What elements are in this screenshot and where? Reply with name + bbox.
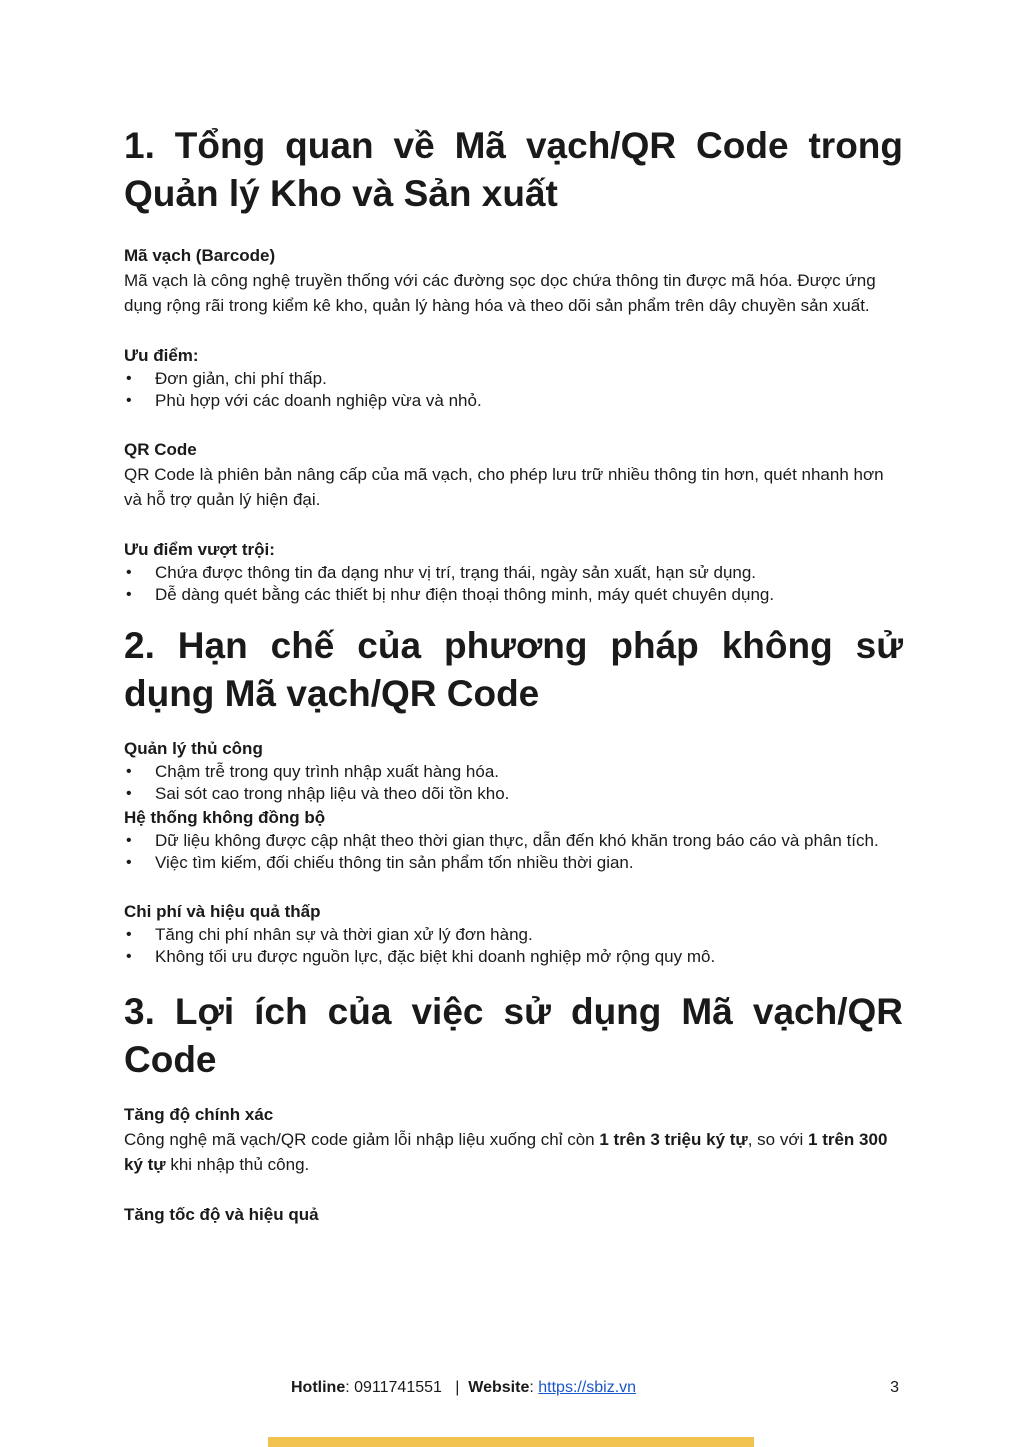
hotline-label: Hotline xyxy=(291,1379,346,1396)
cost-heading: Chi phí và hiệu quả thấp xyxy=(124,902,321,921)
list-item: • Dễ dàng quét bằng các thiết bị như điện thoại thông minh, máy quét chuyên dụng. xyxy=(124,584,903,606)
document-body xyxy=(124,118,903,1227)
accuracy-paragraph xyxy=(124,1127,903,1177)
footer-accent-bar xyxy=(268,1437,754,1447)
section-2-title: 2. Hạn chế của phương pháp không sử dụng Mã vạch/QR Code xyxy=(124,625,903,714)
qr-advantages-list xyxy=(124,562,903,606)
cost-list xyxy=(124,924,903,968)
page-footer xyxy=(124,1377,899,1399)
list-item: • Đơn giản, chi phí thấp. xyxy=(124,368,903,390)
manual-list xyxy=(124,761,903,805)
accuracy-text-post: khi nhập thủ công. xyxy=(165,1155,310,1174)
advantages-list xyxy=(124,368,903,412)
accuracy-heading: Tăng độ chính xác xyxy=(124,1105,274,1124)
list-item: • Sai sót cao trong nhập liệu và theo dõi tồn kho. xyxy=(124,783,903,805)
list-item: • Phù hợp với các doanh nghiệp vừa và nhỏ. xyxy=(124,390,903,412)
sync-heading: Hệ thống không đồng bộ xyxy=(124,808,326,827)
list-item: • Không tối ưu được nguồn lực, đặc biệt khi doanh nghiệp mở rộng quy mô. xyxy=(124,946,903,968)
speed-heading: Tăng tốc độ và hiệu quả xyxy=(124,1205,319,1224)
barcode-heading: Mã vạch (Barcode) xyxy=(124,246,276,265)
accuracy-bold-1: 1 trên 3 triệu ký tự xyxy=(599,1130,748,1149)
advantages-heading: Ưu điểm: xyxy=(124,346,199,365)
qr-paragraph: QR Code là phiên bản nâng cấp của mã vạch, cho phép lưu trữ nhiều thông tin hơn, quét nhanh hơn và hỗ trợ quản lý hiện đại. xyxy=(124,465,884,509)
list-item: • Dữ liệu không được cập nhật theo thời gian thực, dẫn đến khó khăn trong báo cáo và phân tích. xyxy=(124,830,903,852)
list-item: • Tăng chi phí nhân sự và thời gian xử lý đơn hàng. xyxy=(124,924,903,946)
sync-list xyxy=(124,830,903,874)
website-label: Website xyxy=(468,1379,530,1396)
section-1-title: 1. Tổng quan về Mã vạch/QR Code trong Quản lý Kho và Sản xuất xyxy=(124,125,903,214)
barcode-paragraph: Mã vạch là công nghệ truyền thống với các đường sọc dọc chứa thông tin được mã hóa. Được ứng dụng rộng rãi trong kiểm kê kho, quản lý hàng hóa và theo dõi sản phẩm trên dây chuyền sản xuất. xyxy=(124,271,876,315)
manual-heading: Quản lý thủ công xyxy=(124,739,263,758)
qr-heading: QR Code xyxy=(124,440,197,459)
accuracy-text-mid: , so với xyxy=(747,1130,809,1149)
footer-separator: | xyxy=(455,1379,460,1396)
list-item: • Chứa được thông tin đa dạng như vị trí, trạng thái, ngày sản xuất, hạn sử dụng. xyxy=(124,562,903,584)
section-3-title: 3. Lợi ích của việc sử dụng Mã vạch/QR Code xyxy=(124,991,903,1080)
page-number: 3 xyxy=(890,1379,899,1396)
qr-advantages-heading: Ưu điểm vượt trội: xyxy=(124,540,275,559)
list-item: • Chậm trễ trong quy trình nhập xuất hàng hóa. xyxy=(124,761,903,783)
accuracy-bold-2: 1 trên 300 ký tự xyxy=(124,1130,888,1174)
hotline-value: 0911741551 xyxy=(354,1379,442,1396)
list-item: • Việc tìm kiếm, đối chiếu thông tin sản phẩm tốn nhiều thời gian. xyxy=(124,852,903,874)
website-link[interactable]: https://sbiz.vn xyxy=(538,1379,637,1396)
accuracy-text-pre: Công nghệ mã vạch/QR code giảm lỗi nhập liệu xuống chỉ còn xyxy=(124,1130,600,1149)
footer-contact: Hotline: 0911741551 | Website: https://sbiz.vn xyxy=(291,1379,637,1396)
